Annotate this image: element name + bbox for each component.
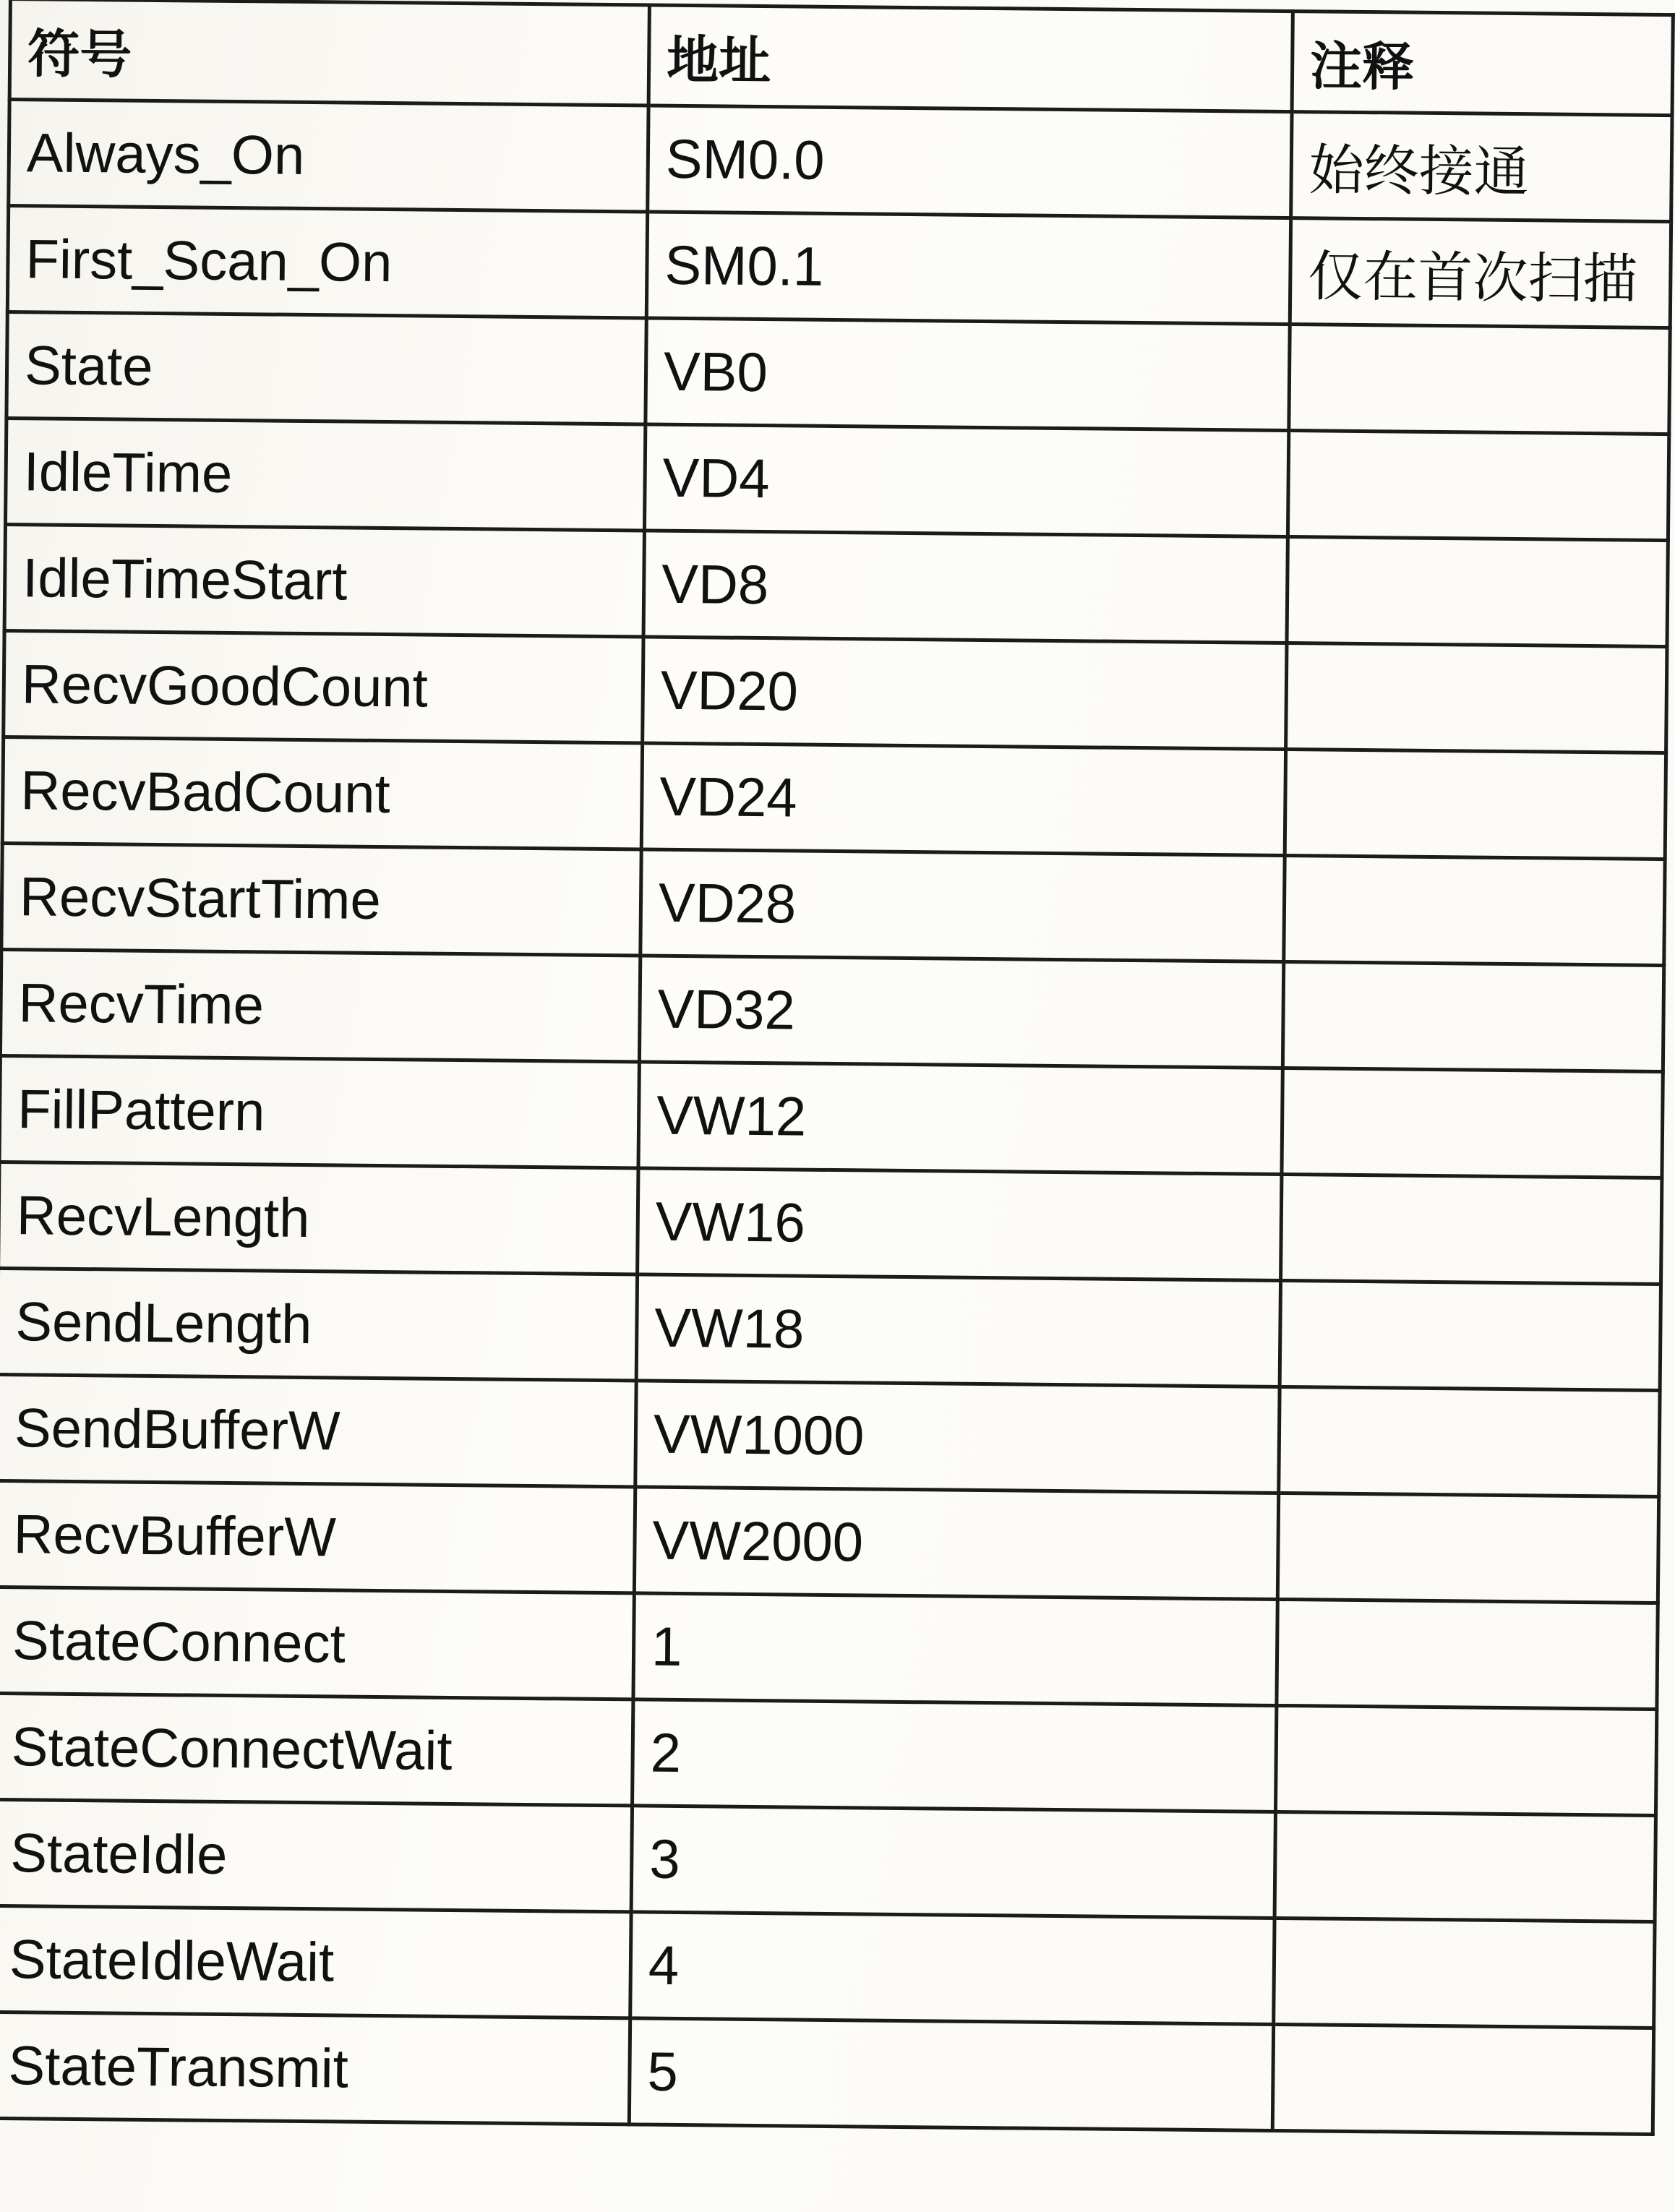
table-row [0,1162,1662,1284]
table-row [1,843,1665,965]
cell-comment [1275,1705,1656,1815]
cell-symbol: StateIdle [0,1799,633,1911]
cell-address: 5 [629,2018,1273,2131]
cell-comment [1286,643,1667,753]
cell-address: VD4 [644,424,1288,537]
table-body [0,100,1672,2135]
cell-address: SM0.1 [646,212,1290,325]
cell-symbol: StateIdleWait [0,1906,631,2018]
cell-symbol: First_Scan_On [7,206,647,318]
cell-address: VW1000 [635,1381,1280,1493]
cell-address: VD20 [643,637,1287,750]
cell-address: SM0.0 [648,106,1292,218]
table-row [0,949,1663,1071]
cell-address: VW2000 [634,1487,1278,1600]
cell-comment: 始终接通 [1291,112,1672,222]
cell-comment [1282,1068,1663,1178]
cell-comment: 仅在首次扫描 [1290,218,1671,328]
table-row [0,1268,1661,1390]
cell-comment [1275,1812,1655,1921]
cell-comment [1279,1386,1660,1496]
cell-symbol: RecvBufferW [0,1480,635,1592]
cell-comment [1277,1493,1658,1603]
cell-address: VW16 [638,1168,1282,1281]
table-row [7,312,1670,434]
cell-symbol: RecvLength [0,1162,638,1274]
table-row [0,1906,1655,2028]
table-row [0,1693,1657,1815]
cell-symbol: SendBufferW [0,1374,636,1486]
cell-symbol: StateConnectWait [0,1693,633,1805]
table-row [0,2012,1654,2134]
cell-comment [1274,1918,1655,2028]
table-row [4,630,1667,753]
table-row [7,206,1671,328]
header-comment: 注释 [1292,12,1673,116]
cell-symbol: State [7,312,646,424]
cell-comment [1281,1174,1662,1284]
table-row [5,418,1668,540]
cell-comment [1287,537,1668,647]
cell-symbol: Always_On [9,100,648,212]
table-row [4,524,1668,646]
header-symbol: 符号 [9,0,649,106]
cell-symbol: IdleTimeStart [4,524,644,636]
cell-comment [1277,1599,1658,1709]
cell-comment [1289,325,1670,434]
table-row [2,737,1666,859]
cell-comment [1272,2024,1653,2134]
cell-address: VD28 [641,849,1285,962]
cell-address: 4 [630,1912,1275,2025]
cell-comment [1285,750,1666,859]
cell-address: 2 [633,1699,1277,1812]
cell-symbol: RecvTime [0,949,640,1061]
cell-symbol: StateTransmit [0,2012,630,2124]
cell-address: VD8 [643,531,1288,643]
table-row [0,1799,1655,1921]
cell-address: VW18 [636,1274,1280,1387]
cell-symbol: RecvStartTime [1,843,641,955]
table-row [0,1587,1658,1709]
cell-address: VD24 [641,743,1285,856]
cell-symbol: RecvBadCount [2,737,642,849]
table-row [0,1480,1659,1603]
cell-address: 1 [633,1593,1277,1706]
table-row [9,100,1672,222]
table-header-row [9,0,1673,116]
cell-symbol: IdleTime [5,418,645,530]
cell-symbol: RecvGoodCount [4,630,643,742]
table-row [0,1374,1660,1496]
cell-address: 3 [631,1806,1275,1919]
cell-symbol: FillPattern [0,1055,639,1167]
cell-address: VW12 [638,1062,1282,1175]
cell-address: VD32 [639,956,1283,1068]
cell-comment [1284,855,1665,965]
cell-address: VB0 [646,318,1290,431]
cell-comment [1282,961,1663,1071]
cell-comment [1288,431,1668,541]
table-row [0,1055,1663,1178]
cell-symbol: StateConnect [0,1587,634,1699]
cell-symbol: SendLength [0,1268,638,1380]
header-address: 地址 [648,5,1293,112]
cell-comment [1280,1280,1661,1390]
